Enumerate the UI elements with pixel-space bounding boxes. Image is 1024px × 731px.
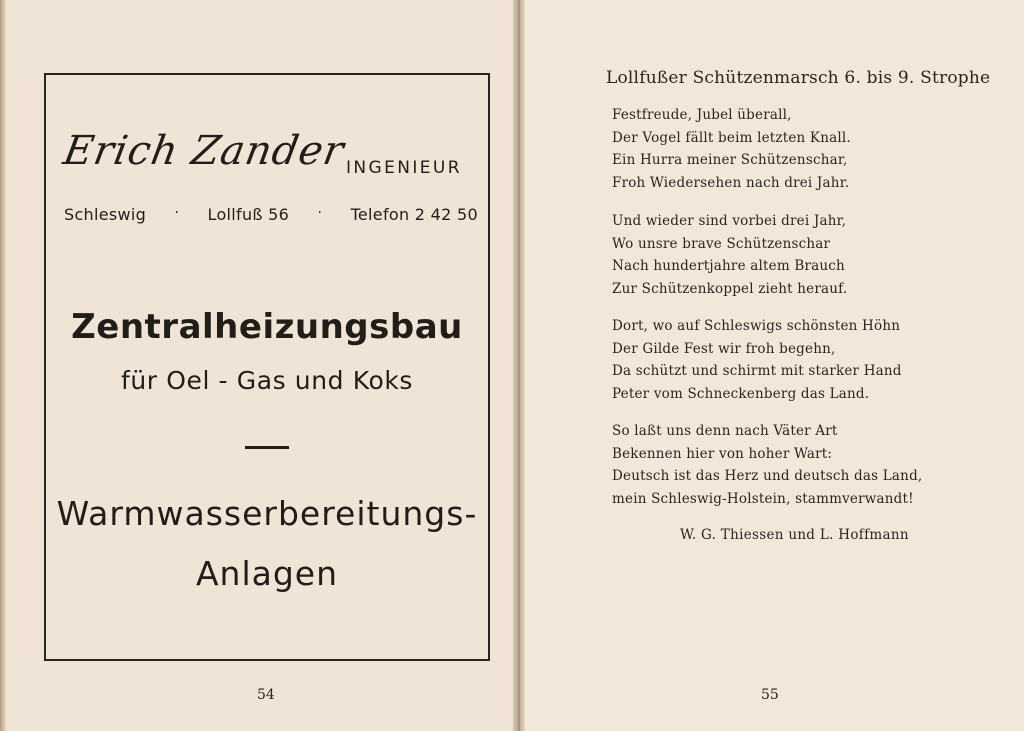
poem-line: Zur Schützenkoppel zieht herauf. xyxy=(612,280,848,297)
stanza xyxy=(612,210,847,300)
stanza xyxy=(612,104,851,194)
address-separator: · xyxy=(174,205,180,221)
stanza xyxy=(612,420,922,510)
page-number-right: 55 xyxy=(761,687,779,703)
company-signature: Erich Zander xyxy=(59,128,348,174)
poem-line: Und wieder sind vorbei drei Jahr, xyxy=(612,213,847,229)
poem-line: Wo unsre brave Schützenschar xyxy=(612,235,831,252)
book-spine xyxy=(513,0,525,731)
poem-line: Da schützt und schirmt mit starker Hand xyxy=(612,363,902,379)
poem-line: Nach hundertjahre altem Brauch xyxy=(612,258,845,274)
poem-line: Dort, wo auf Schleswigs schönsten Höhn xyxy=(612,318,901,334)
ad-heading-anlagen: Anlagen xyxy=(195,554,339,593)
poem-line: Peter vom Schneckenberg das Land. xyxy=(612,385,870,402)
poem-line: mein Schleswig-Holstein, stammverwandt! xyxy=(612,490,914,507)
ad-heading-sub: für Oel - Gas und Koks xyxy=(120,366,414,395)
page-number-left: 54 xyxy=(257,687,275,703)
address-separator: · xyxy=(317,205,323,221)
poem-line: Der Gilde Fest wir froh begehn, xyxy=(612,340,836,357)
poem-line: Bekennen hier von hoher Wart: xyxy=(612,445,833,462)
ad-heading-main: Zentralheizungsbau xyxy=(71,307,463,347)
divider-dash xyxy=(245,446,289,449)
poem-line: So laßt uns denn nach Väter Art xyxy=(612,423,838,439)
poem-authors: W. G. Thiessen und L. Hoffmann xyxy=(680,527,909,543)
title-word: INGENIEUR xyxy=(346,158,462,178)
poem-title: Lollfußer Schützenmarsch 6. bis 9. Strophe xyxy=(606,68,991,88)
poem-line: Deutsch ist das Herz und deutsch das Land, xyxy=(612,468,923,484)
stanza xyxy=(612,315,902,405)
binding-edge xyxy=(0,0,6,731)
address-phone: Telefon 2 42 50 xyxy=(350,205,478,224)
address-line xyxy=(64,205,478,224)
address-street: Lollfuß 56 xyxy=(207,205,290,224)
poem-line: Festfreude, Jubel überall, xyxy=(612,107,792,123)
address-city: Schleswig xyxy=(64,205,147,224)
ad-heading-warmwasser: Warmwasserbereitungs- xyxy=(56,494,478,533)
poem-line: Der Vogel fällt beim letzten Knall. xyxy=(612,129,851,146)
poem-line: Froh Wiedersehen nach drei Jahr. xyxy=(612,174,850,191)
poem-line: Ein Hurra meiner Schützenschar, xyxy=(612,152,848,168)
